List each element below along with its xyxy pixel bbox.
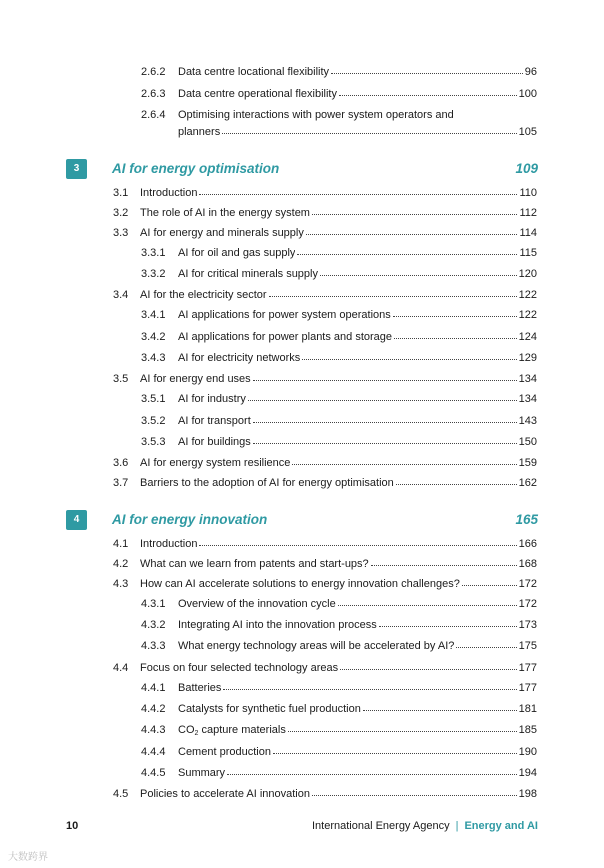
toc-entry-page: 134 xyxy=(518,393,537,405)
toc-entry-label: The role of AI in the energy system xyxy=(140,207,310,219)
dot-leader xyxy=(288,730,517,732)
dot-leader xyxy=(227,773,517,775)
toc-entry[interactable] xyxy=(141,107,537,140)
toc-entry-page: 112 xyxy=(519,207,537,219)
toc-entry-page: 124 xyxy=(518,331,537,343)
dot-leader xyxy=(248,399,517,401)
toc-entry-page: 172 xyxy=(518,578,537,590)
chapter-page: 109 xyxy=(515,161,538,176)
toc-entry[interactable] xyxy=(141,350,537,366)
page-footer xyxy=(66,818,538,834)
dot-leader xyxy=(371,564,517,566)
dot-leader xyxy=(223,688,516,690)
toc-entry-label: Focus on four selected technology areas xyxy=(140,662,339,674)
dot-leader xyxy=(273,752,517,754)
toc-entry-label: Introduction xyxy=(140,187,198,199)
toc-entry-number: 3.3 xyxy=(113,227,129,239)
toc-entry-number: 2.6.2 xyxy=(141,66,166,78)
toc-entry-number: 3.5.3 xyxy=(141,436,166,448)
toc-entry-label: AI for oil and gas supply xyxy=(178,247,296,259)
toc-entry-number: 3.4.2 xyxy=(141,331,166,343)
toc-entry[interactable] xyxy=(113,660,537,676)
dot-leader xyxy=(363,709,517,711)
toc-entry-label: Optimising interactions with power system operators and xyxy=(178,109,454,121)
chapter-page: 165 xyxy=(515,512,538,527)
dot-leader xyxy=(339,94,517,96)
footer-report-title: Energy and AI xyxy=(464,820,538,832)
dot-leader xyxy=(222,132,516,134)
toc-entry-label: What energy technology areas will be accelerated by AI? xyxy=(178,640,455,652)
toc-entry[interactable] xyxy=(141,617,537,633)
toc-entry-label: AI for energy end uses xyxy=(140,373,251,385)
toc-entry[interactable] xyxy=(141,266,537,282)
toc-entry-page: 122 xyxy=(518,309,537,321)
toc-entry[interactable] xyxy=(141,701,537,717)
dot-leader xyxy=(306,233,518,235)
toc-entry-number: 4.3.2 xyxy=(141,619,166,631)
toc-entry-number: 3.3.2 xyxy=(141,268,166,280)
toc-entry[interactable] xyxy=(141,307,537,323)
dot-leader xyxy=(338,604,517,606)
toc-entry-label: $CO_2$ capture materials xyxy=(178,724,286,737)
toc-entry-page: 110 xyxy=(519,187,537,199)
toc-entry-label: AI applications for power system operations xyxy=(178,309,391,321)
chapter-heading[interactable] xyxy=(66,510,538,530)
toc-entry-label: AI for industry xyxy=(178,393,246,405)
chapter-heading[interactable] xyxy=(66,159,538,179)
dot-leader xyxy=(320,274,517,276)
toc-entry-page: 122 xyxy=(518,289,537,301)
footer-publisher xyxy=(312,818,538,834)
toc-entry-number: 3.6 xyxy=(113,457,129,469)
dot-leader xyxy=(253,421,517,423)
toc-entry-page: 190 xyxy=(518,746,537,758)
toc-entry-page: 166 xyxy=(518,538,537,550)
toc-entry-page: 172 xyxy=(518,598,537,610)
dot-leader xyxy=(297,253,517,255)
toc-entry-label: AI for energy and minerals supply xyxy=(140,227,304,239)
dot-leader xyxy=(253,442,517,444)
toc-entry-label: Introduction xyxy=(140,538,198,550)
toc-entry-number: 3.5.1 xyxy=(141,393,166,405)
dot-leader xyxy=(340,668,517,670)
toc-entry-label: Batteries xyxy=(178,682,222,694)
toc-entry-page: 181 xyxy=(518,703,537,715)
toc-entry-label: Data centre operational flexibility xyxy=(178,88,337,100)
toc-entry[interactable] xyxy=(141,638,537,654)
toc-entry-page: 150 xyxy=(518,436,537,448)
toc-entry[interactable] xyxy=(113,287,537,303)
toc-entry-label: Policies to accelerate AI innovation xyxy=(140,788,310,800)
toc-entry-label: Cement production xyxy=(178,746,271,758)
toc-entry-number: 2.6.3 xyxy=(141,88,166,100)
toc-entry-label: AI for buildings xyxy=(178,436,251,448)
toc-entry[interactable] xyxy=(141,680,537,696)
dot-leader xyxy=(331,72,523,74)
toc-entry-number: 3.7 xyxy=(113,477,129,489)
toc-entry[interactable] xyxy=(141,765,537,781)
toc-entry[interactable] xyxy=(113,556,537,572)
toc-entry[interactable] xyxy=(113,536,537,552)
toc-entry-label: Barriers to the adoption of AI for energy optimisation xyxy=(140,477,394,489)
toc-entry-label: AI applications for power plants and storage xyxy=(178,331,393,343)
toc-entry-number: 4.4.4 xyxy=(141,746,166,758)
toc-entry-number: 4.1 xyxy=(113,538,129,550)
toc-entry[interactable] xyxy=(113,371,537,387)
toc-entry-page: 114 xyxy=(519,227,537,239)
toc-entry-page: 159 xyxy=(518,457,537,469)
dot-leader xyxy=(312,794,517,796)
dot-leader xyxy=(253,379,517,381)
dot-leader xyxy=(393,315,517,317)
toc-entry[interactable] xyxy=(113,205,537,221)
dot-leader xyxy=(462,584,517,586)
toc-entry-label: AI for transport xyxy=(178,415,251,427)
toc-entry-label: AI for the electricity sector xyxy=(140,289,267,301)
toc-entry-page: 162 xyxy=(518,477,537,489)
toc-entry[interactable] xyxy=(113,455,537,471)
toc-entry-page: 177 xyxy=(518,682,537,694)
toc-entry[interactable] xyxy=(113,185,537,201)
toc-entry[interactable] xyxy=(141,86,537,102)
toc-entry-number: 3.3.1 xyxy=(141,247,166,259)
chapter-number-badge: 4 xyxy=(66,510,87,530)
toc-entry-label: AI for energy system resilience xyxy=(140,457,291,469)
toc-entry-label-continued: planners xyxy=(178,126,221,138)
chapter-number-badge: 3 xyxy=(66,159,87,179)
toc-entry-page: 198 xyxy=(518,788,537,800)
toc-entry-number: 4.4.5 xyxy=(141,767,166,779)
toc-entry-page: 129 xyxy=(518,352,537,364)
toc-entry-page: 100 xyxy=(518,88,537,100)
chapter-title: AI for energy innovation xyxy=(112,512,268,527)
toc-entry-page: 175 xyxy=(518,640,537,652)
toc-entry[interactable] xyxy=(141,596,537,612)
toc-entry-label: Integrating AI into the innovation process xyxy=(178,619,377,631)
toc-entry[interactable] xyxy=(141,64,537,80)
toc-entry-number: 4.5 xyxy=(113,788,129,800)
toc-entry-number: 4.4.2 xyxy=(141,703,166,715)
toc-entry-number: 4.4.3 xyxy=(141,724,166,736)
toc-entry-label: AI for electricity networks xyxy=(178,352,301,364)
toc-entry-number: 3.2 xyxy=(113,207,129,219)
watermark: 大数跨界 xyxy=(8,852,48,863)
toc-entry[interactable] xyxy=(113,475,537,491)
toc-entry-number: 3.5.2 xyxy=(141,415,166,427)
toc-entry[interactable] xyxy=(113,225,537,241)
toc-entry[interactable] xyxy=(141,744,537,760)
toc-entry-number: 4.4.1 xyxy=(141,682,166,694)
dot-leader xyxy=(456,646,516,648)
toc-entry-number: 4.2 xyxy=(113,558,129,570)
dot-leader xyxy=(269,295,517,297)
toc-entry[interactable] xyxy=(141,329,537,345)
toc-entry-page: 194 xyxy=(518,767,537,779)
dot-leader xyxy=(312,213,517,215)
chapter-title: AI for energy optimisation xyxy=(112,161,280,176)
toc-entry[interactable] xyxy=(141,413,537,429)
toc-entry-number: 4.4 xyxy=(113,662,129,674)
dot-leader xyxy=(199,193,517,195)
toc-entry-number: 3.5 xyxy=(113,373,129,385)
toc-entry-label: What can we learn from patents and start-ups? xyxy=(140,558,369,570)
toc-entry-label: Data centre locational flexibility xyxy=(178,66,330,78)
toc-entry[interactable] xyxy=(141,245,537,261)
toc-entry-page: 185 xyxy=(518,724,537,736)
toc-entry[interactable] xyxy=(141,391,537,407)
toc-entry-number: 4.3.1 xyxy=(141,598,166,610)
toc-entry-number: 3.1 xyxy=(113,187,129,199)
toc-entry-page: 115 xyxy=(519,247,537,259)
toc-entry-page: 173 xyxy=(518,619,537,631)
toc-entry-number: 4.3 xyxy=(113,578,129,590)
toc-entry-page: 177 xyxy=(518,662,537,674)
toc-entry-page: 168 xyxy=(518,558,537,570)
toc-entry-number: 3.4.3 xyxy=(141,352,166,364)
toc-entry[interactable] xyxy=(113,786,537,802)
toc-entry-number: 4.3.3 xyxy=(141,640,166,652)
footer-page-number: 10 xyxy=(66,820,79,832)
toc-entry-page: 105 xyxy=(518,126,537,138)
toc-entry-label: Overview of the innovation cycle xyxy=(178,598,336,610)
toc-entry-label: How can AI accelerate solutions to energy innovation challenges? xyxy=(140,578,460,590)
toc-entry[interactable] xyxy=(141,722,537,738)
footer-separator: | xyxy=(455,820,459,832)
toc-entry-number: 3.4.1 xyxy=(141,309,166,321)
toc-entry-page: 134 xyxy=(518,373,537,385)
toc-entry-number: 2.6.4 xyxy=(141,109,166,121)
dot-leader xyxy=(379,625,517,627)
dot-leader xyxy=(302,358,516,360)
dot-leader xyxy=(292,463,516,465)
toc-entry-label: Catalysts for synthetic fuel production xyxy=(178,703,361,715)
toc-entry-page: 120 xyxy=(518,268,537,280)
footer-agency: International Energy Agency xyxy=(311,820,450,832)
toc-entry-page: 96 xyxy=(524,66,537,78)
toc-entry-number: 3.4 xyxy=(113,289,129,301)
toc-entry-label: AI for critical minerals supply xyxy=(178,268,318,280)
toc-entry-page: 143 xyxy=(518,415,537,427)
dot-leader xyxy=(396,483,517,485)
toc-entry[interactable] xyxy=(141,434,537,450)
toc-entry-label: Summary xyxy=(178,767,226,779)
toc-entry[interactable] xyxy=(113,576,537,592)
dot-leader xyxy=(199,544,516,546)
dot-leader xyxy=(394,337,517,339)
